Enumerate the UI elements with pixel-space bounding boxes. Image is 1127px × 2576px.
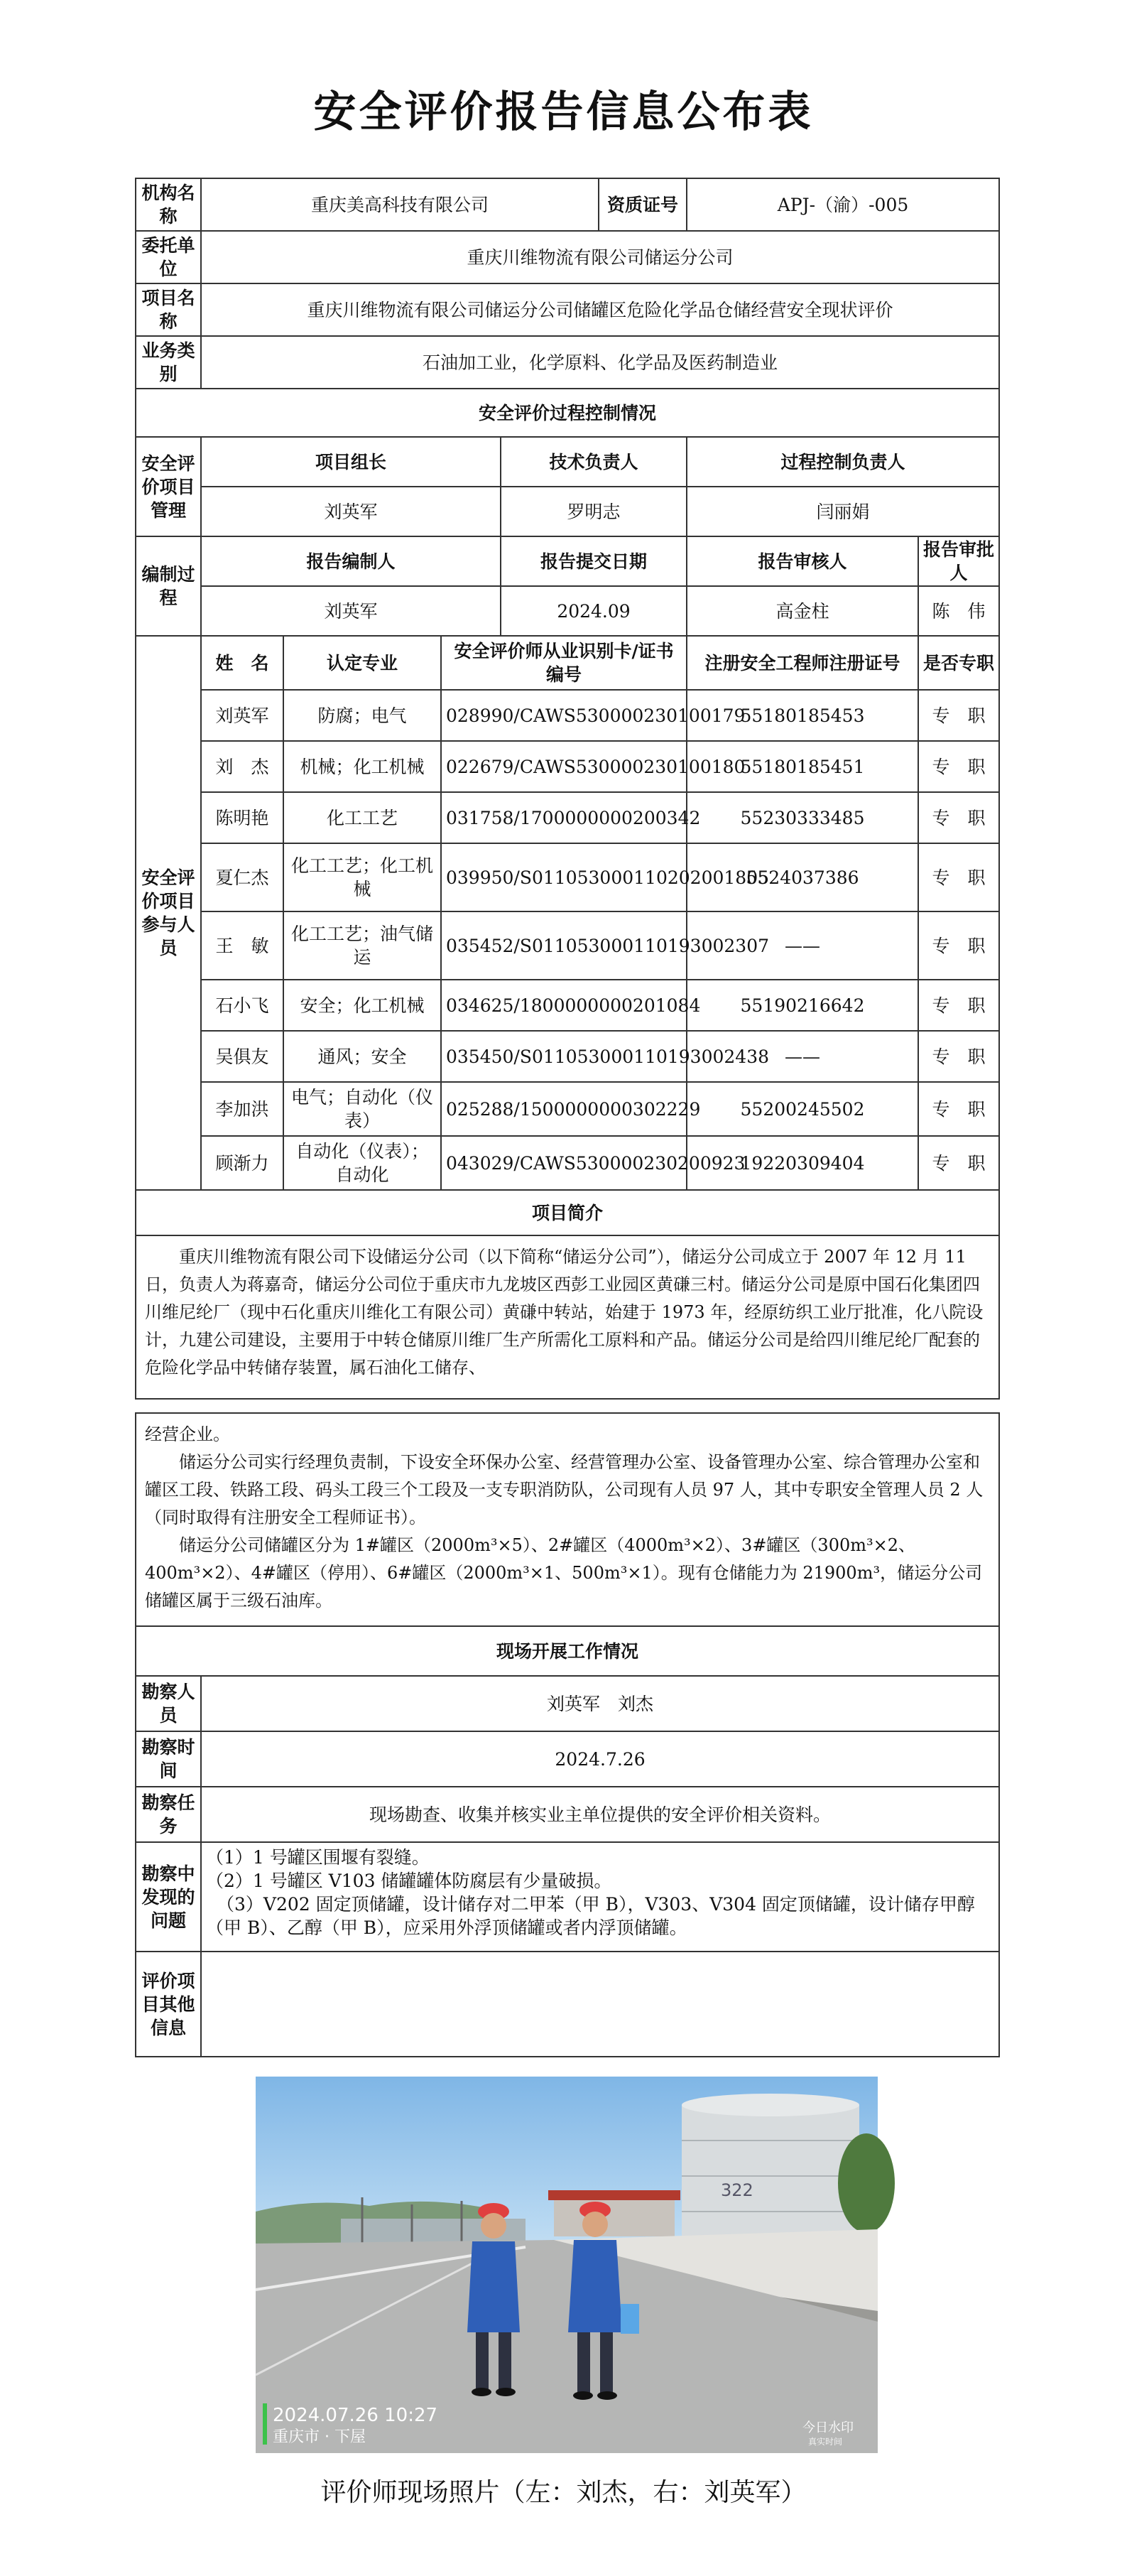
member-major: 自动化（仪表）；自动化 xyxy=(283,1136,441,1190)
member-fulltime: 专 职 xyxy=(918,1082,999,1136)
mgmt-value-leader: 刘英军 xyxy=(201,487,501,536)
business-value: 石油加工业，化学原料、化学品及医药制造业 xyxy=(201,336,999,389)
info-table xyxy=(135,178,1000,1400)
member-major: 化工工艺；化工机械 xyxy=(283,843,441,911)
field-task-row xyxy=(136,1787,999,1842)
list-item: （3）V202 固定顶储罐，设计储存对二甲苯（甲 B），V303、V304 固定顶储罐，设计储存甲醇（甲 B）、乙醇（甲 B），应采用外浮顶储罐或者内浮顶储罐。 xyxy=(206,1894,975,1938)
mgmt-value-control: 闫丽娟 xyxy=(687,487,999,536)
members-header-reg: 注册安全工程师注册证号 xyxy=(687,636,918,690)
intro-text-1: 重庆川维物流有限公司下设储运分公司（以下简称“储运分公司”），储运分公司成立于 2007 年 12 月 11 日，负责人为蒋嘉奇，储运分公司位于重庆市九龙坡区西彭工业园区黄磏三村。储运分公司是原中国石化集团四川维尼纶厂（现中石化重庆川维化工有限公司）黄磏中转站，始建于 1973 年，经原纺织工业厅批准，化八院设计，九建公司建设，主要用于中转仓储原川维厂生产所需化工原料和产品。储运分公司是给四川维尼纶厂配套的危险化学品中转储存装置，属石油化工储存、 xyxy=(145,1247,984,1378)
intro-continued-row xyxy=(136,1413,999,1626)
member-name: 吴俱友 xyxy=(201,1031,283,1082)
org-row xyxy=(136,178,999,231)
client-value: 重庆川维物流有限公司储运分公司 xyxy=(201,231,999,283)
member-card: 028990/CAWS530000230100179 xyxy=(441,690,687,741)
member-reg: —— xyxy=(687,911,918,980)
field-issues-row xyxy=(136,1842,999,1952)
mgmt-header-control: 过程控制负责人 xyxy=(687,437,999,487)
member-card: 035452/S011053000110193002307 xyxy=(441,911,687,980)
member-reg: 55180185453 xyxy=(687,690,918,741)
member-fulltime: 专 职 xyxy=(918,843,999,911)
member-name: 顾渐力 xyxy=(201,1136,283,1190)
member-fulltime: 专 职 xyxy=(918,741,999,792)
members-header-row xyxy=(136,636,999,690)
member-major: 机械；化工机械 xyxy=(283,741,441,792)
compile-header-row xyxy=(136,536,999,586)
member-major: 电气；自动化（仪表） xyxy=(283,1082,441,1136)
compile-header-reviewer: 报告审核人 xyxy=(687,536,918,586)
table-row xyxy=(136,1031,999,1082)
page-title: 安全评价报告信息公布表 xyxy=(313,87,814,137)
members-label: 安全评价项目参与人员 xyxy=(136,636,201,1190)
table-row xyxy=(136,1082,999,1136)
photo-location: 重庆市 · 下屋 xyxy=(273,2428,366,2446)
photo-watermark-sub: 真实时间 xyxy=(808,2437,843,2447)
mgmt-value-row xyxy=(136,487,999,536)
field-task-label: 勘察任务 xyxy=(136,1787,201,1842)
project-value: 重庆川维物流有限公司储运分公司储罐区危险化学品仓储经营安全现状评价 xyxy=(201,283,999,336)
mgmt-value-tech: 罗明志 xyxy=(501,487,687,536)
field-time-value: 2024.7.26 xyxy=(201,1731,999,1787)
list-item: （2）1 号罐区 V103 储罐罐体防腐层有少量破损。 xyxy=(206,1871,612,1891)
member-card: 031758/1700000000200342 xyxy=(441,792,687,843)
table-row xyxy=(136,911,999,980)
member-major: 通风；安全 xyxy=(283,1031,441,1082)
compile-value-approver: 陈 伟 xyxy=(918,586,999,636)
business-row xyxy=(136,336,999,389)
member-fulltime: 专 职 xyxy=(918,690,999,741)
compile-label: 编制过程 xyxy=(136,536,201,636)
table-row xyxy=(136,980,999,1031)
members-header-name: 姓 名 xyxy=(201,636,283,690)
member-name: 李加洪 xyxy=(201,1082,283,1136)
members-header-fulltime: 是否专职 xyxy=(918,636,999,690)
member-reg: 55200245502 xyxy=(687,1082,918,1136)
member-major: 化工工艺 xyxy=(283,792,441,843)
member-card: 039950/S011053000110202001805 xyxy=(441,843,687,911)
field-issues-label: 勘察中发现的问题 xyxy=(136,1842,201,1952)
intro-text-3: 储运分公司储罐区分为 1#罐区（2000m³×5）、2#罐区（4000m³×2）、3#罐区（300m³×2、400m³×2）、4#罐区（停用）、6#罐区（2000m³×1、500m³×1）。现有仓储能力为 21900m³，储运分公司储罐区属于三级石油库。 xyxy=(145,1535,983,1611)
member-card: 043029/CAWS530000230200923 xyxy=(441,1136,687,1190)
field-personnel-value: 刘英军 刘杰 xyxy=(201,1676,999,1731)
client-label: 委托单位 xyxy=(136,231,201,283)
field-time-row xyxy=(136,1731,999,1787)
field-section-row xyxy=(136,1626,999,1676)
org-value: 重庆美高科技有限公司 xyxy=(201,178,599,231)
intro-row xyxy=(136,1235,999,1399)
compile-value-row xyxy=(136,586,999,636)
member-card: 034625/1800000000201084 xyxy=(441,980,687,1031)
member-card: 022679/CAWS530000230100180 xyxy=(441,741,687,792)
field-time-label: 勘察时间 xyxy=(136,1731,201,1787)
field-issues-value xyxy=(201,1842,999,1952)
member-fulltime: 专 职 xyxy=(918,1031,999,1082)
site-photo xyxy=(256,2077,878,2453)
mgmt-header-leader: 项目组长 xyxy=(201,437,501,487)
cert-value: APJ-（渝）-005 xyxy=(687,178,999,231)
intro-section-title: 项目简介 xyxy=(136,1190,999,1235)
photo-timestamp: 2024.07.26 10:27 xyxy=(273,2405,438,2426)
field-other-value xyxy=(201,1952,999,2057)
org-label: 机构名称 xyxy=(136,178,201,231)
member-reg: 5524037386 xyxy=(687,843,918,911)
members-header-major: 认定专业 xyxy=(283,636,441,690)
field-personnel-label: 勘察人员 xyxy=(136,1676,201,1731)
table-row xyxy=(136,843,999,911)
tank-number: 322 xyxy=(721,2180,753,2200)
member-reg: —— xyxy=(687,1031,918,1082)
intro-text-2: 储运分公司实行经理负责制，下设安全环保办公室、经营管理办公室、设备管理办公室、综合管理办公室和罐区工段、铁路工段、码头工段三个工段及一支专职消防队，公司现有人员 97 人，其中专职安全管理人员 2 人（同时取得有注册安全工程师证书）。 xyxy=(145,1452,984,1527)
table-row xyxy=(136,690,999,741)
intro-continued-paragraph xyxy=(136,1413,999,1626)
table-row xyxy=(136,741,999,792)
member-card: 025288/1500000000302229 xyxy=(441,1082,687,1136)
member-major: 化工工艺；油气储运 xyxy=(283,911,441,980)
member-fulltime: 专 职 xyxy=(918,911,999,980)
intro-text-1-cont: 经营企业。 xyxy=(145,1424,230,1444)
project-row xyxy=(136,283,999,336)
compile-value-date: 2024.09 xyxy=(501,586,687,636)
compile-header-approver: 报告审批人 xyxy=(918,536,999,586)
table-row xyxy=(136,792,999,843)
list-item: （1）1 号罐区围堰有裂缝。 xyxy=(206,1847,430,1868)
compile-value-author: 刘英军 xyxy=(201,586,501,636)
field-section-title: 现场开展工作情况 xyxy=(136,1626,999,1676)
member-name: 刘英军 xyxy=(201,690,283,741)
compile-header-date: 报告提交日期 xyxy=(501,536,687,586)
members-header-card: 安全评价师从业识别卡/证书编号 xyxy=(441,636,687,690)
member-name: 王 敏 xyxy=(201,911,283,980)
photo-caption: 评价师现场照片（左：刘杰，右：刘英军） xyxy=(320,2478,807,2507)
mgmt-label: 安全评价项目管理 xyxy=(136,437,201,536)
field-other-label: 评价项目其他信息 xyxy=(136,1952,201,2057)
intro-section-row xyxy=(136,1190,999,1235)
member-fulltime: 专 职 xyxy=(918,792,999,843)
client-row xyxy=(136,231,999,283)
field-personnel-row xyxy=(136,1676,999,1731)
member-reg: 19220309404 xyxy=(687,1136,918,1190)
member-fulltime: 专 职 xyxy=(918,980,999,1031)
member-major: 防腐；电气 xyxy=(283,690,441,741)
member-reg: 55190216642 xyxy=(687,980,918,1031)
mgmt-header-row xyxy=(136,437,999,487)
member-name: 陈明艳 xyxy=(201,792,283,843)
member-major: 安全；化工机械 xyxy=(283,980,441,1031)
member-name: 刘 杰 xyxy=(201,741,283,792)
member-reg: 55230333485 xyxy=(687,792,918,843)
member-fulltime: 专 职 xyxy=(918,1136,999,1190)
field-task-value: 现场勘查、收集并核实业主单位提供的安全评价相关资料。 xyxy=(201,1787,999,1842)
member-card: 035450/S011053000110193002438 xyxy=(441,1031,687,1082)
project-label: 项目名称 xyxy=(136,283,201,336)
mgmt-header-tech: 技术负责人 xyxy=(501,437,687,487)
process-section-row xyxy=(136,389,999,437)
table-row xyxy=(136,1136,999,1190)
compile-header-author: 报告编制人 xyxy=(201,536,501,586)
member-reg: 55180185451 xyxy=(687,741,918,792)
business-label: 业务类别 xyxy=(136,336,201,389)
process-section-title: 安全评价过程控制情况 xyxy=(136,389,999,437)
member-name: 夏仁杰 xyxy=(201,843,283,911)
intro-paragraph xyxy=(136,1235,999,1399)
field-other-row xyxy=(136,1952,999,2057)
compile-value-reviewer: 高金柱 xyxy=(687,586,918,636)
cert-label: 资质证号 xyxy=(599,178,687,231)
member-name: 石小飞 xyxy=(201,980,283,1031)
intro-continued-table xyxy=(135,1412,1000,2057)
photo-watermark: 今日水印 xyxy=(802,2420,854,2435)
